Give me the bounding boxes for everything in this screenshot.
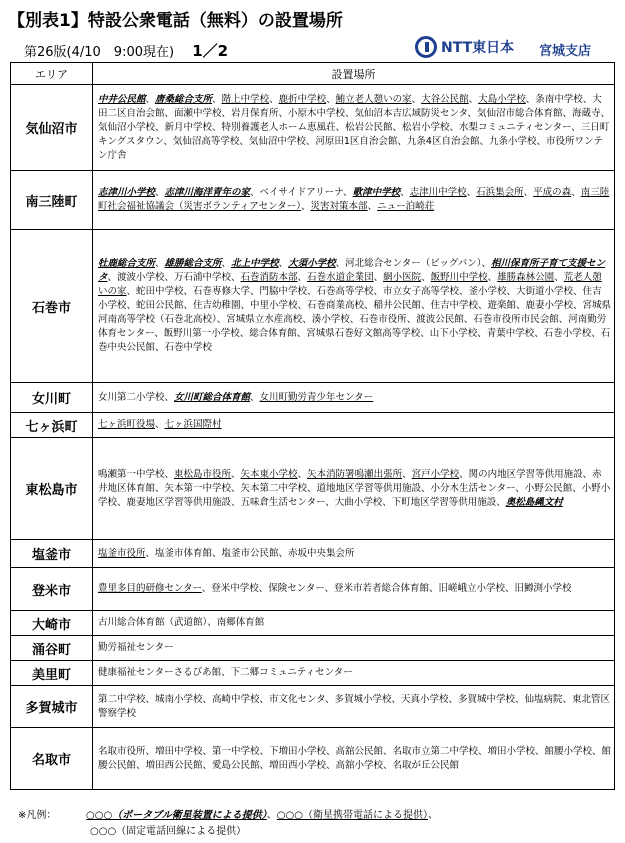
place-text: 健康福祉センターさるびあ館、下二郷コミュニティセンター [98, 667, 353, 678]
place-text: 、塩釜市体育館、塩釜市公民館、赤坂中央集会所 [145, 547, 355, 559]
satellite-phone-place: 南三陸町社会福祉協議会（災害ボランティアセンター） [98, 187, 610, 212]
place-text: 、 [266, 810, 277, 821]
places-cell [93, 661, 615, 686]
portable-satellite-place: ○○○（ポータブル衛星装置による提供） [86, 810, 267, 821]
satellite-phone-place: 網小医院 [383, 272, 422, 283]
place-text: 、関の内地区学習等供用施設、赤井地区体育館、矢本第一中学校、矢本第二中学校、道地地区学習等供用施設、小分木生活センター、小野公民館、小野小学校、鹿妻地区学習等供用施設、五味倉生活センター、大曲小学校、下町地区学習等供用施設、 [98, 468, 611, 508]
edition-line [24, 40, 228, 61]
table-row [11, 540, 615, 568]
place-text: 名取市役所、増田中学校、第一中学校、下増田小学校、高舘公民館、名取市立第二中学校、増田小学校、館腰小学校、館腰公民館、増田西公民館、愛島公民館、増田西小学校、高舘小学校、名取が丘公民館 [98, 745, 612, 771]
legend-line-2: ○○○（固定電話回線による提供） [90, 826, 247, 837]
branch-name: 宮城支店 [539, 44, 592, 59]
area-cell: 名取市 [11, 728, 93, 790]
place-text: 勤労福祉センター [98, 642, 174, 653]
place-text: 、 [487, 272, 498, 283]
place-text: 第二中学校、城南小学校、高崎中学校、市文化センタ、多賀城小学校、天真小学校、多賀城中学校、仙塩病院、東北管区警察学校 [98, 693, 611, 719]
table-body [11, 85, 615, 790]
places-cell [93, 686, 615, 728]
satellite-phone-place: 石浜集会所 [476, 187, 524, 198]
portable-satellite-place: 牡鹿総合支所 [98, 258, 156, 269]
table-header-row [11, 63, 615, 85]
table-row [11, 383, 615, 413]
place-text: 、 [468, 93, 479, 105]
portable-satellite-place: 歌津中学校 [352, 187, 401, 198]
area-cell: 登米市 [11, 568, 93, 611]
ntt-logo-icon [415, 36, 437, 58]
area-cell: 美里町 [11, 661, 93, 686]
satellite-phone-place: 七ヶ浜町役場 [98, 419, 156, 430]
satellite-phone-place: 志津川中学校 [409, 187, 467, 198]
place-text: 、 [301, 201, 311, 212]
portable-satellite-place: 志津川海洋青年の家 [164, 187, 251, 198]
portable-satellite-place: 相川保育所子育て支援センタ [98, 258, 606, 283]
place-text: 、渡波小学校、万石浦中学校、 [107, 272, 241, 283]
area-cell: 塩釜市 [11, 540, 93, 568]
portable-satellite-place: 大須小学校 [288, 258, 336, 269]
place-text: 、 [212, 93, 222, 105]
satellite-phone-place: 鮪立老人憩いの家 [335, 93, 412, 105]
area-cell: 女川町 [11, 383, 93, 413]
satellite-phone-place: 大谷公民館 [421, 93, 469, 105]
table-row [11, 438, 615, 540]
satellite-phone-place: 塩釜市役所 [98, 547, 146, 559]
place-text: 、登米中学校、保険センター、登米市若者総合体育館、旧嵯峨立小学校、旧鱒渕小学校 [201, 583, 572, 594]
place-text: 古川総合体育館（武道館）、南郷体育館 [98, 617, 265, 628]
place-text: 、蛇田中学校、石巻専修大学、門脇中学校、石巻高等学校、市立女子高等学校、釜小学校、大街道小学校、住吉小学校、蛇田公民館、住吉幼稚園、中里小学校、石巻商業高校、稲井公民館、住吉中学校、遊楽館、鹿妻小学校、宮城県河南高等学校（石巻北高校）、宮城県立水産高校、湊小学校、石巻市役所、渡波公民館、石巻市役所市民会館、河南勤労体育センター、飯野川第一小学校、総合体育館、宮城県石巻好文館高等学校、山下小学校、青葉中学校、石巻小学校、石巻中央公民館、石巻中学校 [98, 286, 612, 353]
portable-satellite-place: 志津川小学校 [98, 187, 156, 198]
place-text: 、 [421, 272, 431, 283]
places-cell [93, 413, 615, 438]
logo-text: NTT東日本 [441, 40, 515, 56]
place-text: 、 [427, 810, 438, 821]
satellite-phone-place: ニュー泊崎荘 [377, 201, 435, 212]
table-row [11, 171, 615, 230]
place-text: 、 [367, 201, 378, 212]
table-row [11, 686, 615, 728]
place-text: 鳴瀬第一中学校、 [98, 468, 175, 480]
place-text: 女川第二小学校、 [98, 391, 175, 403]
place-text: 、ベイサイドアリーナ、 [250, 187, 353, 198]
legend-items [86, 810, 438, 821]
satellite-phone-place: 鹿折中学校 [278, 93, 327, 105]
places-cell [93, 85, 615, 171]
place-text: 、 [466, 187, 477, 198]
table-row [11, 636, 615, 661]
satellite-phone-place: 女川町勤労青少年センター [259, 391, 374, 403]
places-cell [93, 540, 615, 568]
satellite-phone-place: 矢本東小学校 [240, 468, 298, 480]
satellite-phone-place: 飯野川中学校 [430, 272, 488, 283]
satellite-phone-place: 石巻水道企業団 [307, 272, 374, 283]
table-row [11, 413, 615, 438]
place-text: 、 [571, 187, 581, 198]
table-row [11, 568, 615, 611]
table-row [11, 728, 615, 790]
satellite-phone-place: 階上中学校 [221, 93, 270, 105]
area-column-header: エリア [11, 63, 93, 85]
satellite-phone-place: 石巻消防本部 [240, 272, 298, 283]
legend [18, 808, 438, 840]
place-text: 、河北総合センター（ビッグバン）、 [335, 258, 492, 269]
place-text: 、 [221, 258, 232, 269]
places-column-header: 設置場所 [93, 63, 615, 85]
satellite-phone-place: 災害対策本部 [310, 201, 368, 212]
places-cell [93, 568, 615, 611]
places-cell [93, 383, 615, 413]
legend-label: ※凡例： [18, 810, 57, 821]
place-text: 、 [250, 391, 260, 403]
area-cell: 涌谷町 [11, 636, 93, 661]
places-cell [93, 230, 615, 383]
table-row [11, 85, 615, 171]
place-text: 、 [373, 272, 384, 283]
area-cell: 南三陸町 [11, 171, 93, 230]
satellite-phone-place: 矢本消防署鳴瀬出張所 [307, 468, 403, 480]
table-row [11, 661, 615, 686]
table-row [11, 230, 615, 383]
area-cell: 気仙沼市 [11, 85, 93, 171]
place-text: 、 [554, 272, 564, 283]
place-text: 、 [145, 93, 156, 105]
place-text: 、 [326, 93, 336, 105]
place-text: 、 [269, 93, 279, 105]
places-cell [93, 636, 615, 661]
area-cell: 大崎市 [11, 611, 93, 636]
ntt-logo [415, 36, 514, 58]
portable-satellite-place: 雄勝総合支所 [164, 258, 222, 269]
place-text: 、 [400, 187, 410, 198]
edition-label: 第26版(4/10 9:00現在) [24, 45, 175, 60]
place-text: 、 [411, 93, 422, 105]
portable-satellite-place: 唐桑総合支所 [155, 93, 213, 105]
table-row [11, 611, 615, 636]
page-number: 1／2 [192, 42, 229, 60]
portable-satellite-place: 奥松島縄文村 [505, 496, 563, 508]
area-cell: 東松島市 [11, 438, 93, 540]
place-text: 、 [523, 187, 534, 198]
portable-satellite-place: 中井公民館 [98, 93, 146, 105]
portable-satellite-place: 北上中学校 [231, 258, 279, 269]
places-cell [93, 728, 615, 790]
place-text: 、 [155, 187, 165, 198]
satellite-phone-place: 宮戸小学校 [411, 468, 460, 480]
place-text: 、 [155, 419, 165, 430]
satellite-phone-place: ○○○（衛星携帯電話による提供） [276, 810, 428, 821]
satellite-phone-place: 雄勝森林公園 [497, 272, 555, 283]
places-cell [93, 171, 615, 230]
satellite-phone-place: 大島小学校 [478, 93, 526, 105]
place-text: 、 [278, 258, 289, 269]
satellite-phone-place: 東松島市役所 [174, 468, 232, 480]
satellite-phone-place: 荒老人憩いの家 [98, 272, 602, 297]
place-text: 、 [297, 272, 308, 283]
satellite-phone-place: 豊里多目的研修センター [98, 583, 202, 594]
place-text: 、 [231, 468, 241, 480]
portable-satellite-place: 女川町総合体育館 [174, 391, 251, 403]
places-cell [93, 438, 615, 540]
places-cell [93, 611, 615, 636]
legend-line-1 [18, 808, 438, 824]
area-cell: 多賀城市 [11, 686, 93, 728]
page-title: 【別表1】特設公衆電話（無料）の設置場所 [8, 11, 343, 31]
satellite-phone-place: 平成の森 [533, 187, 572, 198]
place-text: 、 [155, 258, 165, 269]
locations-table [10, 62, 615, 790]
place-text: 、 [402, 468, 412, 480]
place-text: 、条南中学校、大田二区自治会館、面瀬中学校、岩月保育所、小原木中学校、気仙沼本吉広域防災センタ、気仙沼市総合体育館、海蔵寺、気仙沼小学校、新月中学校、特別養護老人ホーム恵風荘、松岩公民館、松岩小学校、水梨コミュニティセンター、三日町キングスタウン、気仙沼高等学校、気仙沼中学校、河原田1区自治会館、九条4区自治会館、九条小学校、市役所ワンテン庁舎 [98, 93, 611, 161]
satellite-phone-place: 七ヶ浜国際村 [164, 419, 222, 430]
area-cell: 石巻市 [11, 230, 93, 383]
area-cell: 七ヶ浜町 [11, 413, 93, 438]
place-text: 、 [297, 468, 308, 480]
